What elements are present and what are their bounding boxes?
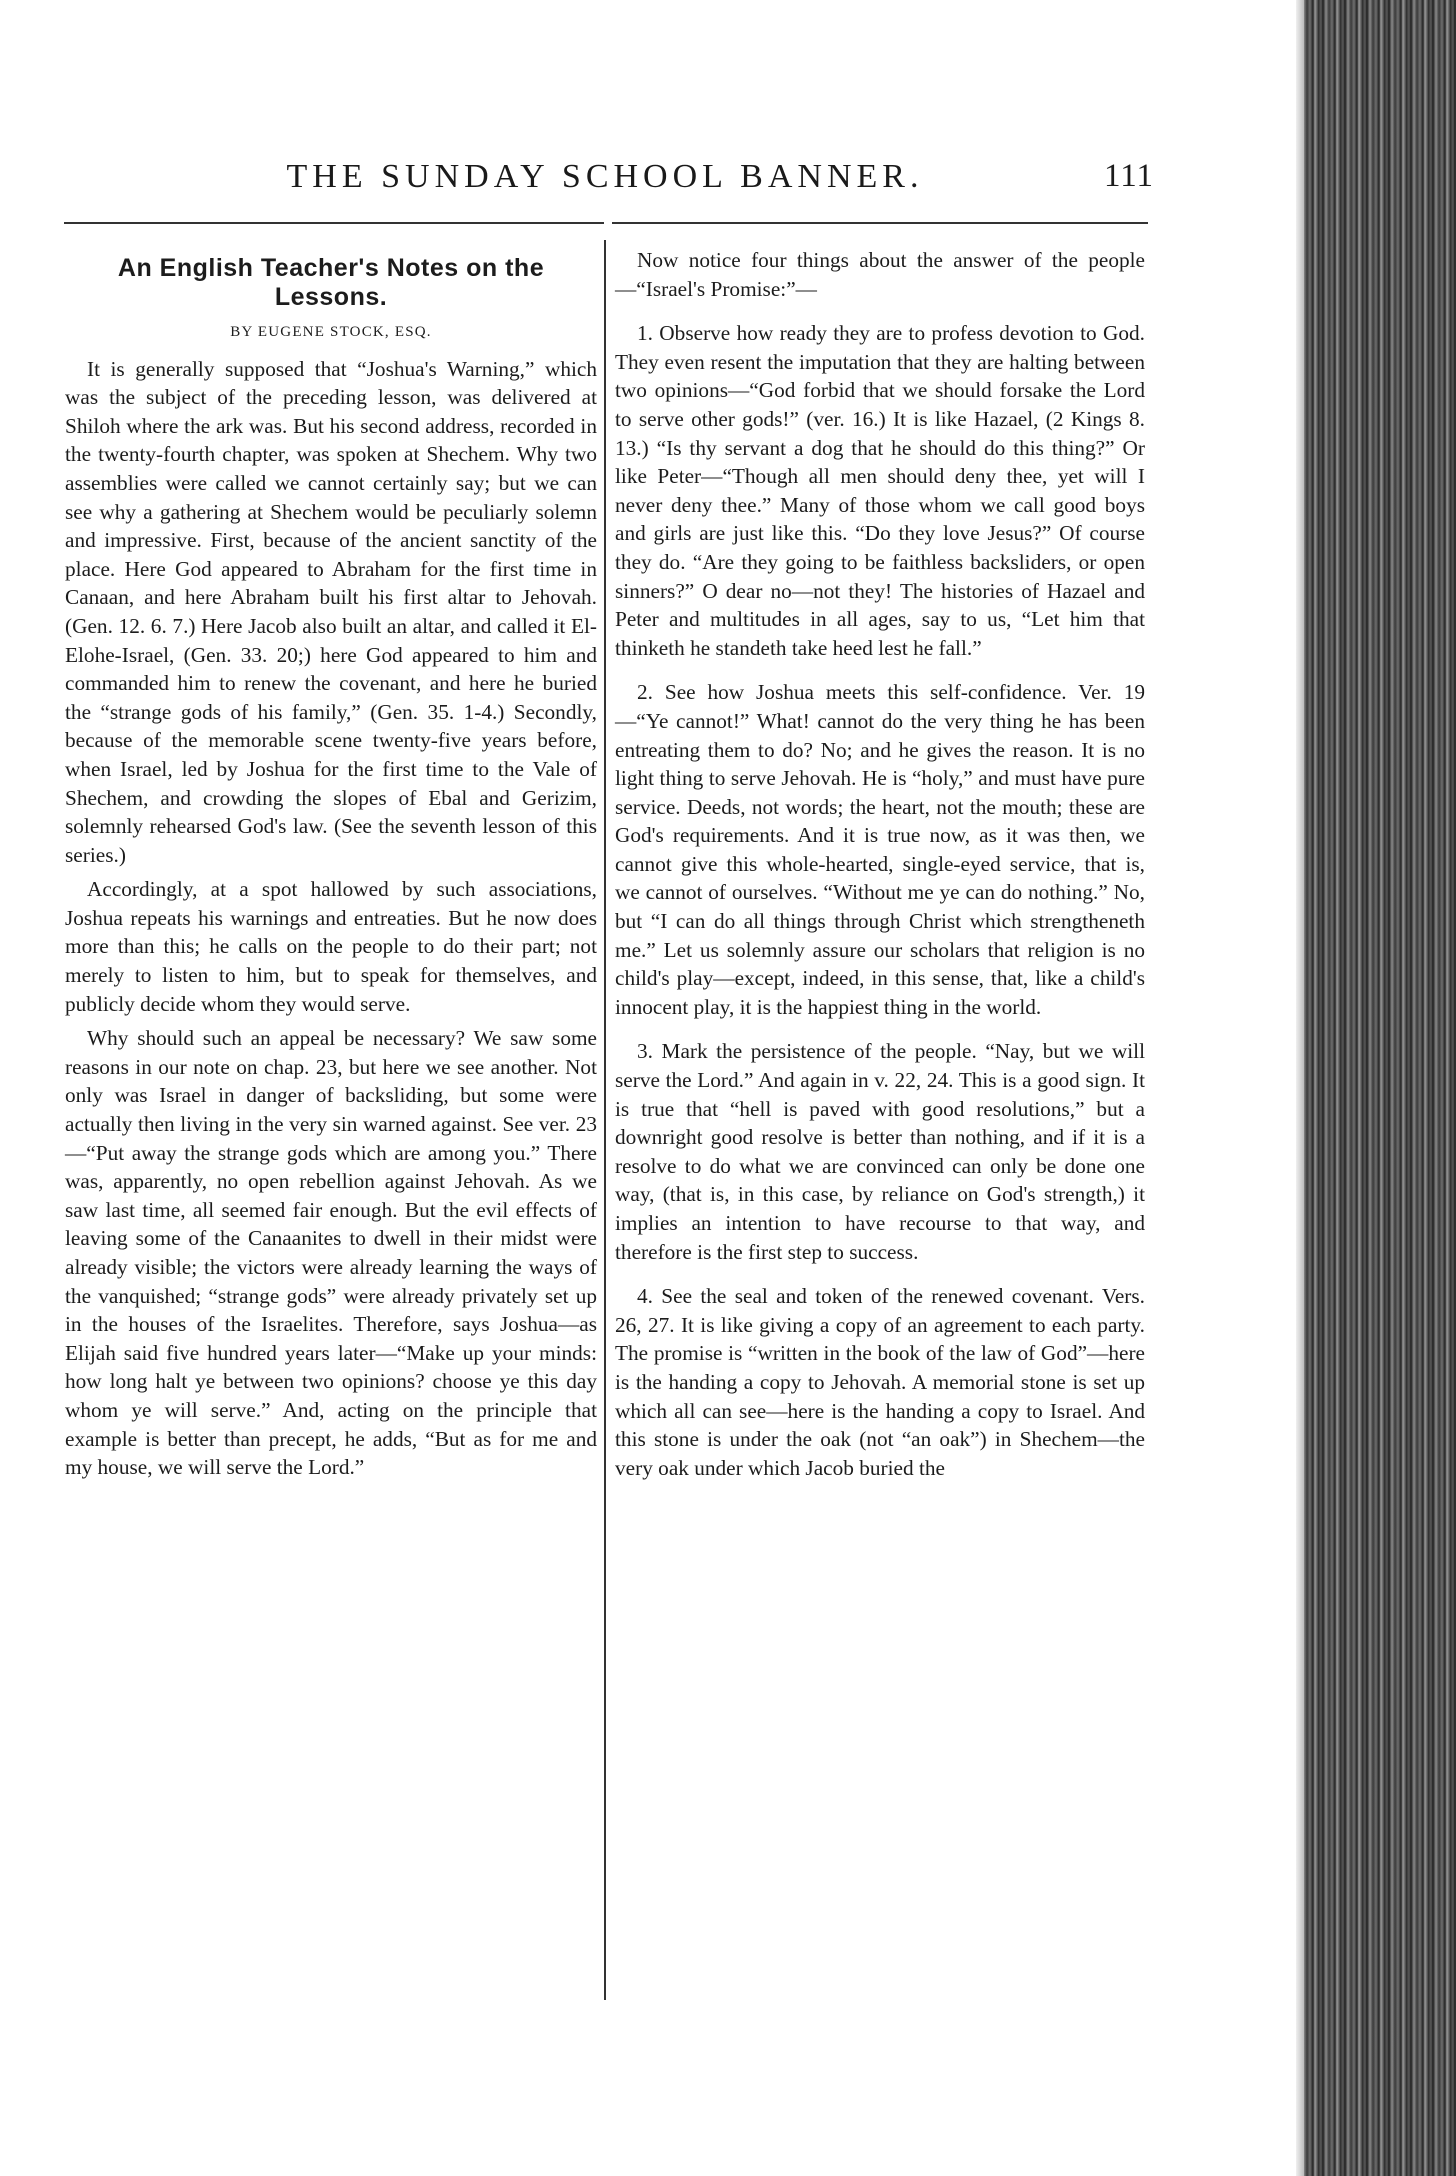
right-column: [615, 246, 1145, 1498]
left-column: [65, 246, 597, 1488]
article-title: An English Teacher's Notes on the Lessons.: [117, 254, 545, 311]
running-header: [60, 158, 1154, 208]
header-rule-right: [612, 222, 1148, 224]
paragraph: Accordingly, at a spot hallowed by such associations, Joshua repeats his warnings and entreaties. But he now does more than this; he calls on the people to do their part; not merely to listen to him, but to speak for themselves, and publicly decide whom they would serve.: [65, 877, 597, 1016]
paragraph: Now notice four things about the answer of the people—“Israel's Promise:”—: [615, 248, 1145, 301]
book-page-edges: [1296, 0, 1456, 2176]
header-rule-left: [64, 222, 604, 224]
paragraph: Why should such an appeal be necessary? We saw some reasons in our note on chap. 23, but here we see another. Not only was Israel in danger of backsliding, but some were actually then living in the very sin warned against. See ver. 23—“Put away the strange gods which are among you.” There was, apparently, no open rebellion against Jehovah. As we saw last time, all seemed fair enough. But the evil effects of leaving some of the Canaanites to dwell in their midst were already visible; the victors were already learning the ways of the vanquished; “strange gods” were already privately set up in the houses of the Israelites. Therefore, says Joshua—as Elijah said five hundred years later—“Make up your minds: how long halt ye between two opinions? choose ye this day whom ye will serve.” And, acting on the principle that example is better than precept, he adds, “But as for me and my house, we will serve the Lord.”: [65, 1026, 597, 1480]
periodical-title: THE SUNDAY SCHOOL BANNER.: [286, 158, 924, 195]
page-number: 111: [1103, 158, 1154, 194]
paragraph: 2. See how Joshua meets this self-confidence. Ver. 19—“Ye cannot!” What! cannot do the very thing he has been entreating them to do? No; and he gives the reason. It is no light thing to serve Jehovah. He is “holy,” and must have pure service. Deeds, not words; the heart, not the mouth; these are God's requirements. And it is true now, as it was then, we cannot give this whole-hearted, single-eyed service, that is, we cannot of ourselves. “Without me ye can do nothing.” No, but “I can do all things through Christ which strengtheneth me.” Let us solemnly assure our scholars that religion is no child's play—except, indeed, in this sense, that, like a child's innocent play, it is the happiest thing in the world.: [615, 680, 1145, 1019]
paragraph: It is generally supposed that “Joshua's Warning,” which was the subject of the preceding lesson, was delivered at Shiloh where the ark was. But his second address, recorded in the twenty-fourth chapter, was spoken at Shechem. Why two assemblies were called we cannot certainly say; but we can see why a gathering at Shechem would be peculiarly solemn and impressive. First, because of the ancient sanctity of the place. Here God appeared to Abraham for the first time in Canaan, and here Abraham built his first altar to Jehovah. (Gen. 12. 6. 7.) Here Jacob also built an altar, and called it El-Elohe-Israel, (Gen. 33. 20;) here God appeared to him and commanded him to renew the covenant, and here he buried the “strange gods of his family,” (Gen. 35. 1-4.) Secondly, because of the memorable scene twenty-five years before, when Israel, led by Joshua for the first time to the Vale of Shechem, and crowding the slopes of Ebal and Gerizim, solemnly rehearsed God's law. (See the seventh lesson of this series.): [65, 356, 597, 867]
paragraph: 4. See the seal and token of the renewed covenant. Vers. 26, 27. It is like giving a copy of an agreement to each party. The promise is “written in the book of the law of God”—here is the handing a copy to Jehovah. A memorial stone is set up which all can see—here is the handing a copy to Israel. And this stone is under the oak (not “an oak”) in Shechem—the very oak under which Jacob buried the: [615, 1284, 1145, 1480]
paragraph: 1. Observe how ready they are to profess devotion to God. They even resent the imputation that they are halting between two opinions—“God forbid that we should forsake the Lord to serve other gods!” (ver. 16.) It is like Hazael, (2 Kings 8. 13.) “Is thy servant a dog that he should do this thing?” Or like Peter—“Though all men should deny thee, yet will I never deny thee.” Many of those whom we call good boys and girls are just like this. “Do they love Jesus?” Of course they do. “Are they going to be faithless backsliders, or open sinners?” O dear no—not they! The histories of Hazael and Peter and multitudes in all ages, say to us, “Let him that thinketh he standeth take heed lest he fall.”: [615, 321, 1145, 660]
article-byline: BY EUGENE STOCK, ESQ.: [230, 324, 432, 340]
paragraph: 3. Mark the persistence of the people. “Nay, but we will serve the Lord.” And again in v. 22, 24. This is a good sign. It is true that “hell is paved with good resolutions,” but a downright good resolve is better than nothing, and if it is a resolve to do what we are convinced can only be done one way, (that is, in this case, by reliance on God's strength,) it implies an intention to have recourse to that way, and therefore is the first step to success.: [615, 1039, 1145, 1264]
column-divider: [604, 240, 606, 2000]
